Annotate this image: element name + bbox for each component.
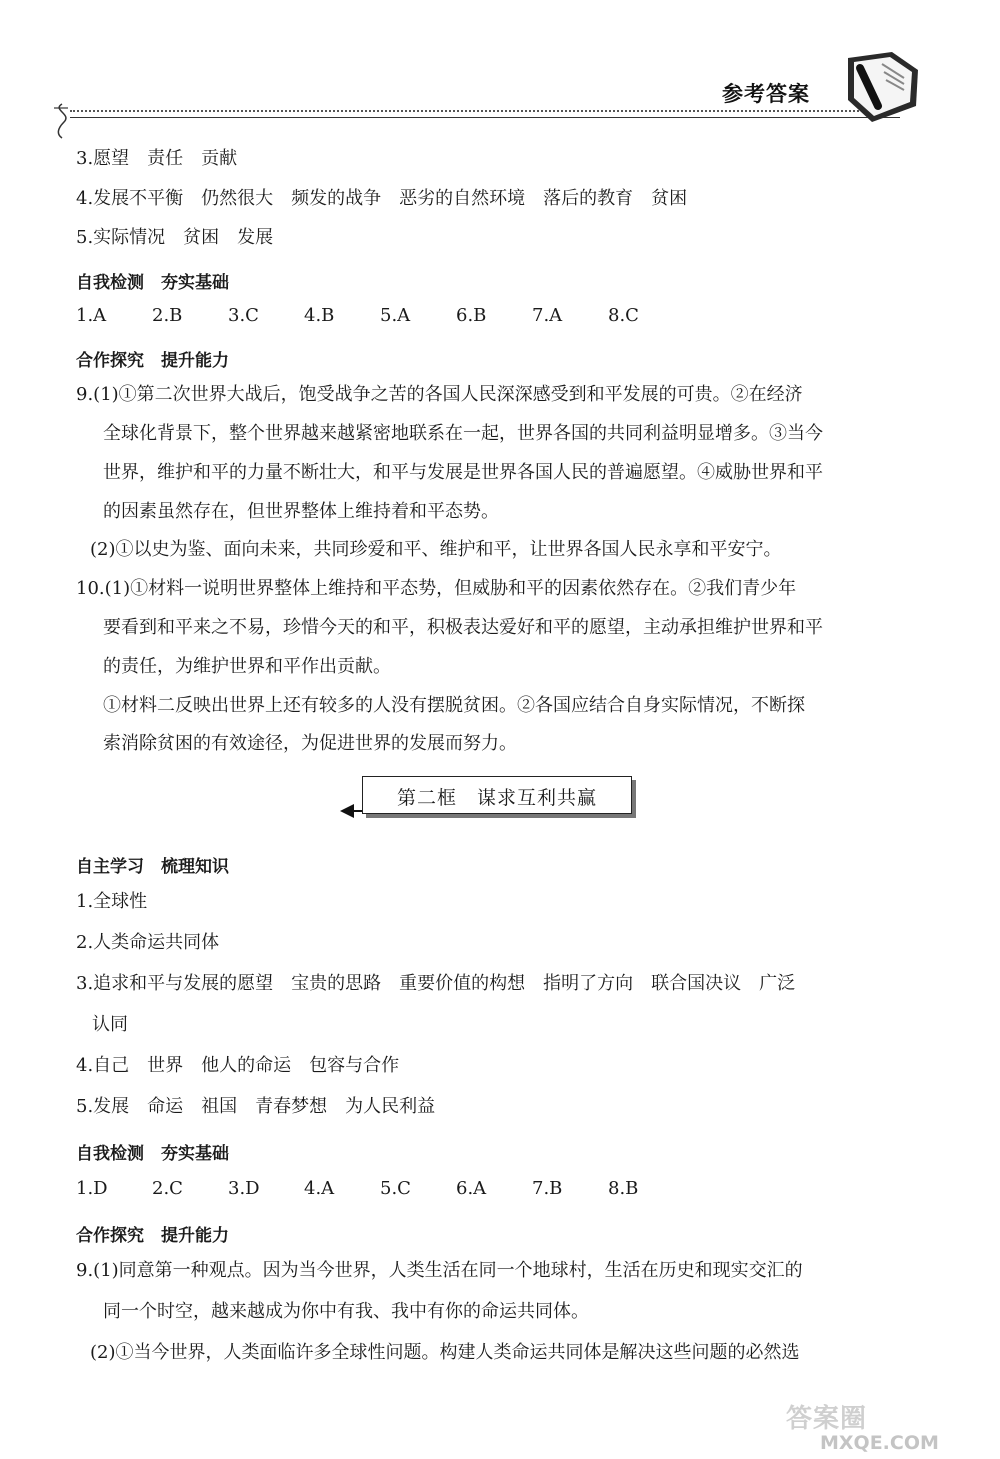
- choice-answer: 6.B: [456, 305, 487, 326]
- paragraph-line: 的因素虽然存在，但世界整体上维持着和平态势。: [103, 501, 499, 522]
- paragraph-line: 全球化背景下，整个世界越来越紧密地联系在一起，世界各国的共同利益明显增多。③当今: [103, 423, 823, 444]
- paragraph-line: 索消除贫困的有效途径，为促进世界的发展而努力。: [103, 733, 517, 754]
- page-title: 参考答案: [722, 82, 810, 106]
- paragraph-line: 的责任，为维护世界和平作出贡献。: [103, 656, 391, 677]
- choice-answer: 5.C: [380, 1178, 411, 1199]
- choice-answer: 3.D: [228, 1178, 260, 1199]
- choice-answer: 4.B: [304, 305, 335, 326]
- section-heading-study: 自主学习 梳理知识: [76, 857, 229, 877]
- section-heading-explore: 合作探究 提升能力: [76, 1226, 229, 1246]
- paragraph-line: 要看到和平来之不易，珍惜今天的和平，积极表达爱好和平的愿望，主动承担维护世界和平: [103, 617, 823, 638]
- choice-answers: [76, 1180, 684, 1198]
- choice-answer: 3.C: [228, 305, 259, 326]
- choice-answers: [76, 307, 684, 325]
- paragraph-line: (2)①当今世界，人类面临许多全球性问题。构建人类命运共同体是解决这些问题的必然选: [90, 1342, 800, 1363]
- choice-answer: 8.C: [608, 305, 639, 326]
- section-heading-check: 自我检测 夯实基础: [76, 1144, 229, 1164]
- banner-box: [362, 776, 632, 814]
- answer-line-1: 1.全球性: [76, 891, 148, 912]
- answer-line-3: 3.愿望 责任 贡献: [76, 148, 238, 169]
- choice-answer: 1.D: [76, 1178, 108, 1199]
- answer-line-5: 5.实际情况 贫困 发展: [76, 227, 274, 248]
- header-rule: [70, 117, 900, 118]
- paragraph-line: 9.(1)①第二次世界大战后，饱受战争之苦的各国人民深深感受到和平发展的可贵。②在经济: [76, 384, 803, 405]
- answer-line-4: 4.自己 世界 他人的命运 包容与合作: [76, 1055, 400, 1076]
- answer-line-2: 2.人类命运共同体: [76, 932, 220, 953]
- choice-answer: 4.A: [304, 1178, 335, 1199]
- section-banner: [340, 776, 640, 822]
- choice-answer: 7.A: [532, 305, 563, 326]
- curl-ornament-icon: [50, 100, 80, 140]
- paragraph-line: 认同: [92, 1014, 128, 1035]
- choice-answer: 1.A: [76, 305, 107, 326]
- paragraph-line: ①材料二反映出世界上还有较多的人没有摆脱贫困。②各国应结合自身实际情况，不断探: [103, 695, 805, 716]
- page-header: [0, 0, 1000, 140]
- section-heading-check: 自我检测 夯实基础: [76, 273, 229, 293]
- book-icon: [842, 48, 922, 126]
- section-heading-explore: 合作探究 提升能力: [76, 351, 229, 371]
- choice-answer: 8.B: [608, 1178, 639, 1199]
- answer-line-5: 5.发展 命运 祖国 青春梦想 为人民利益: [76, 1096, 436, 1117]
- watermark-url: MXQE.COM: [820, 1432, 939, 1454]
- paragraph-line: 9.(1)同意第一种观点。因为当今世界，人类生活在同一个地球村，生活在历史和现实交汇的: [76, 1260, 803, 1281]
- choice-answer: 5.A: [380, 305, 411, 326]
- header-dotted-rule: [70, 110, 890, 112]
- answer-line-4: 4.发展不平衡 仍然很大 频发的战争 恶劣的自然环境 落后的教育 贫困: [76, 188, 688, 209]
- paragraph-line: (2)①以史为鉴、面向未来，共同珍爱和平、维护和平，让世界各国人民永享和平安宁。: [90, 539, 782, 560]
- watermark-brand: 答案圈: [786, 1404, 868, 1434]
- paragraph-line: 世界，维护和平的力量不断壮大，和平与发展是世界各国人民的普遍愿望。④威胁世界和平: [103, 462, 823, 483]
- paragraph-line: 10.(1)①材料一说明世界整体上维持和平态势，但威胁和平的因素依然存在。②我们青少年: [76, 578, 797, 599]
- choice-answer: 2.B: [152, 305, 183, 326]
- choice-answer: 2.C: [152, 1178, 183, 1199]
- choice-answer: 7.B: [532, 1178, 563, 1199]
- choice-answer: 6.A: [456, 1178, 487, 1199]
- banner-title: 第二框 谋求互利共赢: [396, 787, 597, 809]
- paragraph-line: 3.追求和平与发展的愿望 宝贵的思路 重要价值的构想 指明了方向 联合国决议 广泛: [76, 973, 796, 994]
- paragraph-line: 同一个时空，越来越成为你中有我、我中有你的命运共同体。: [103, 1301, 589, 1322]
